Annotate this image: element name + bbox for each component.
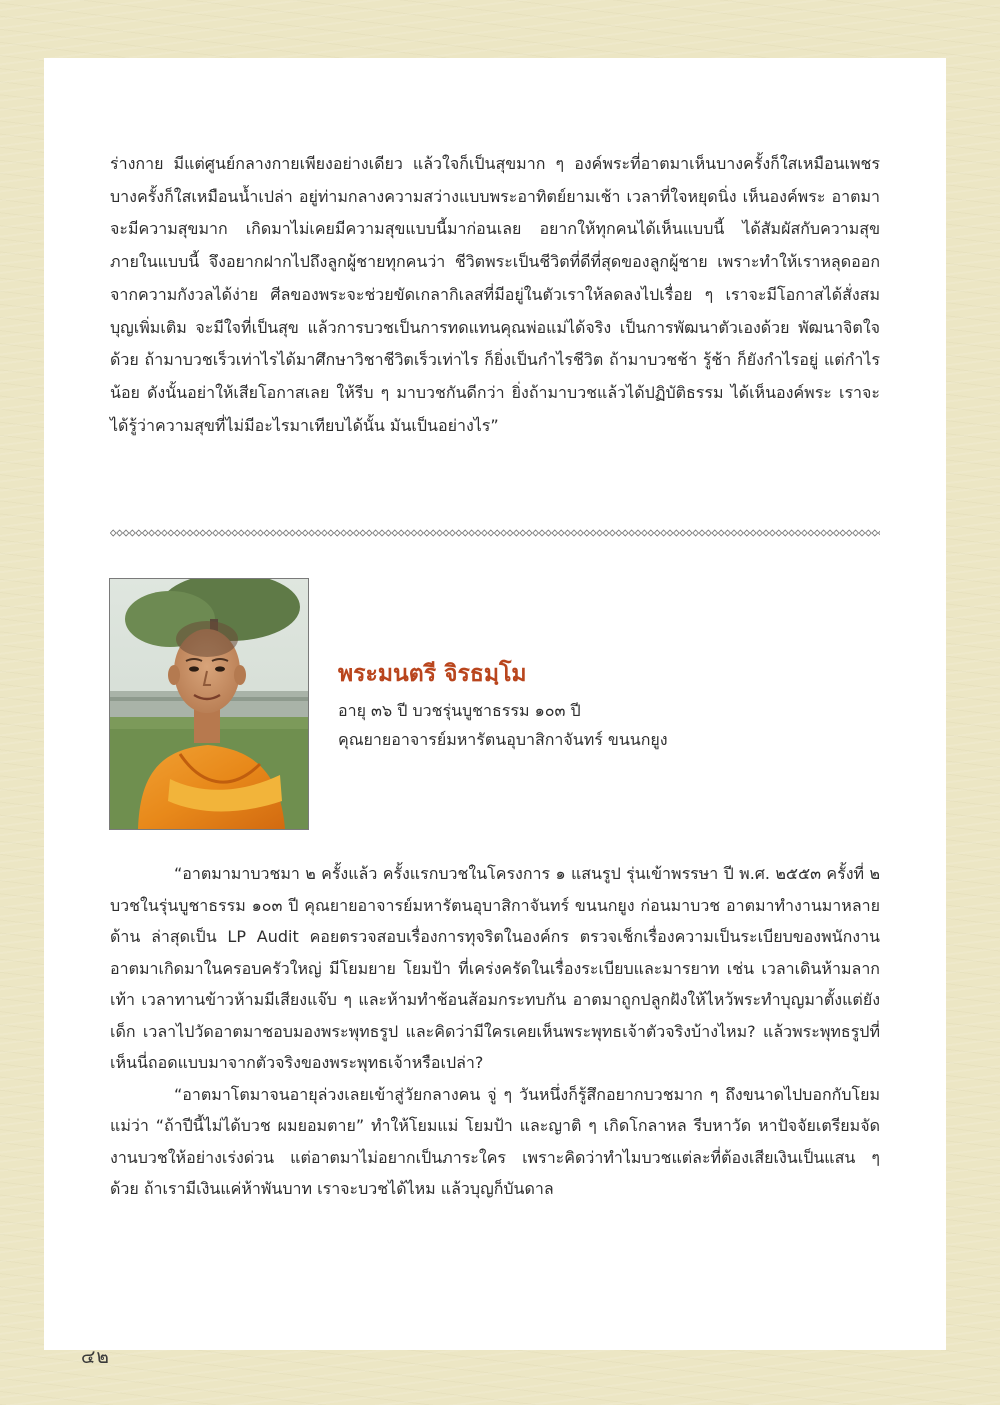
monk-age-line: อายุ ๓๖ ปี บวชรุ่นบูชาธรรม ๑๐๓ ปี	[338, 701, 581, 720]
monk-name: พระมนตรี จิรธมฺโม	[338, 661, 527, 687]
story-paragraph-1: “อาตมามาบวชมา ๒ ครั้งแล้ว ครั้งแรกบวชในโครงการ ๑ แสนรูป รุ่นเข้าพรรษา ปี พ.ศ. ๒๕๕๓ ครั้งที่ ๒ บวชในรุ่นบูชาธรรม ๑๐๓ ปี คุณยายอาจารย์มหารัตนอุบาสิกาจันทร์ ขนนกยูง ก่อนมาบวช อาตมาทำงานมาหลายด้าน ล่าสุดเป็น LP Audit คอยตรวจสอบเรื่องการทุจริตในองค์กร ตรวจเช็กเรื่องความเป็นระเบียบของพนักงาน อาตมาเกิดมาในครอบครัวใหญ่ มีโยมยาย โยมป้า ที่เคร่งครัดในเรื่องระเบียบและมารยาท เช่น เวลาเดินห้ามลากเท้า เวลาทานข้าวห้ามมีเสียงแจ๊บ ๆ และห้ามทำช้อนส้อมกระทบกัน อาตมาถูกปลูกฝังให้ไหว้พระทำบุญมาตั้งแต่ยังเด็ก เวลาไปวัดอาตมาชอบมองพระพุทธรูป และคิดว่ามีใครเคยเห็นพระพุทธเจ้าตัวจริงบ้างไหม? แล้วพระพุทธรูปที่เห็นนี่ถอดแบบมาจากตัวจริงของพระพุทธเจ้าหรือเปล่า?	[110, 864, 880, 1072]
monk-sponsor-line: คุณยายอาจารย์มหารัตนอุบาสิกาจันทร์ ขนนกยูง	[338, 730, 668, 749]
story-paragraph-2: “อาตมาโตมาจนอายุล่วงเลยเข้าสู่วัยกลางคน จู่ ๆ วันหนึ่งก็รู้สึกอยากบวชมาก ๆ ถึงขนาดไปบอกกับโยมแม่ว่า “ถ้าปีนี้ไม่ได้บวช ผมยอมตาย” ทำให้โยมแม่ โยมป้า และญาติ ๆ เกิดโกลาหล รีบหาวัด หาปัจจัยเตรียมจัดงานบวชให้อย่างเร่งด่วน แต่อาตมาไม่อยากเป็นภาระใคร เพราะคิดว่าทำไมบวชแต่ละที่ต้องเสียเงินเป็นแสน ๆ ด้วย ถ้าเรามีเงินแค่ห้าพันบาท เราจะบวชได้ไหม แล้วบุญก็บันดาล	[110, 1084, 880, 1198]
intro-paragraph: ร่างกาย มีแต่ศูนย์กลางกายเพียงอย่างเดียว แล้วใจก็เป็นสุขมาก ๆ องค์พระที่อาตมาเห็นบางครั้งก็ใสเหมือนเพชร บางครั้งก็ใสเหมือนน้ำเปล่า อยู่ท่ามกลางความสว่างแบบพระอาทิตย์ยามเช้า เวลาที่ใจหยุดนิ่ง เห็นองค์พระ อาตมาจะมีความสุขมาก เกิดมาไม่เคยมีความสุขแบบนี้มาก่อนเลย อยากให้ทุกคนได้เห็นแบบนี้ ได้สัมผัสกับความสุขภายในแบบนี้ จึงอยากฝากไปถึงลูกผู้ชายทุกคนว่า ชีวิตพระเป็นชีวิตที่ดีที่สุดของลูกผู้ชาย เพราะทำให้เราหลุดออกจากความกังวลได้ง่าย ศีลของพระจะช่วยขัดเกลากิเลสที่มีอยู่ในตัวเราให้ลดลงไปเรื่อย ๆ เราจะมีโอกาสได้สั่งสมบุญเพิ่มเติม จะมีใจที่เป็นสุข แล้วการบวชเป็นการทดแทนคุณพ่อแม่ได้จริง เป็นการพัฒนาตัวเองด้วย พัฒนาจิตใจด้วย ถ้ามาบวชเร็วเท่าไรได้มาศึกษาวิชาชีวิตเร็วเท่าไร ก็ยิ่งเป็นกำไรชีวิต ถ้ามาบวชช้า รู้ช้า ก็ยังกำไรอยู่ แต่กำไรน้อย ดังนั้นอย่าให้เสียโอกาสเลย ให้รีบ ๆ มาบวชกันดีกว่า ยิ่งถ้ามาบวชแล้วได้ปฏิบัติธรรม ได้เห็นองค์พระ เราจะได้รู้ว่าความสุขที่ไม่มีอะไรมาเทียบได้นั้น มันเป็นอย่างไร”	[110, 154, 880, 435]
section-divider	[110, 526, 880, 540]
diamond-divider-icon	[110, 526, 880, 540]
page-number: ๔๒	[81, 1346, 110, 1368]
page-sheet	[44, 58, 946, 1350]
monk-profile	[338, 658, 668, 754]
monk-portrait	[109, 578, 309, 830]
story-body	[110, 858, 880, 1205]
monk-photo-icon	[110, 579, 308, 829]
